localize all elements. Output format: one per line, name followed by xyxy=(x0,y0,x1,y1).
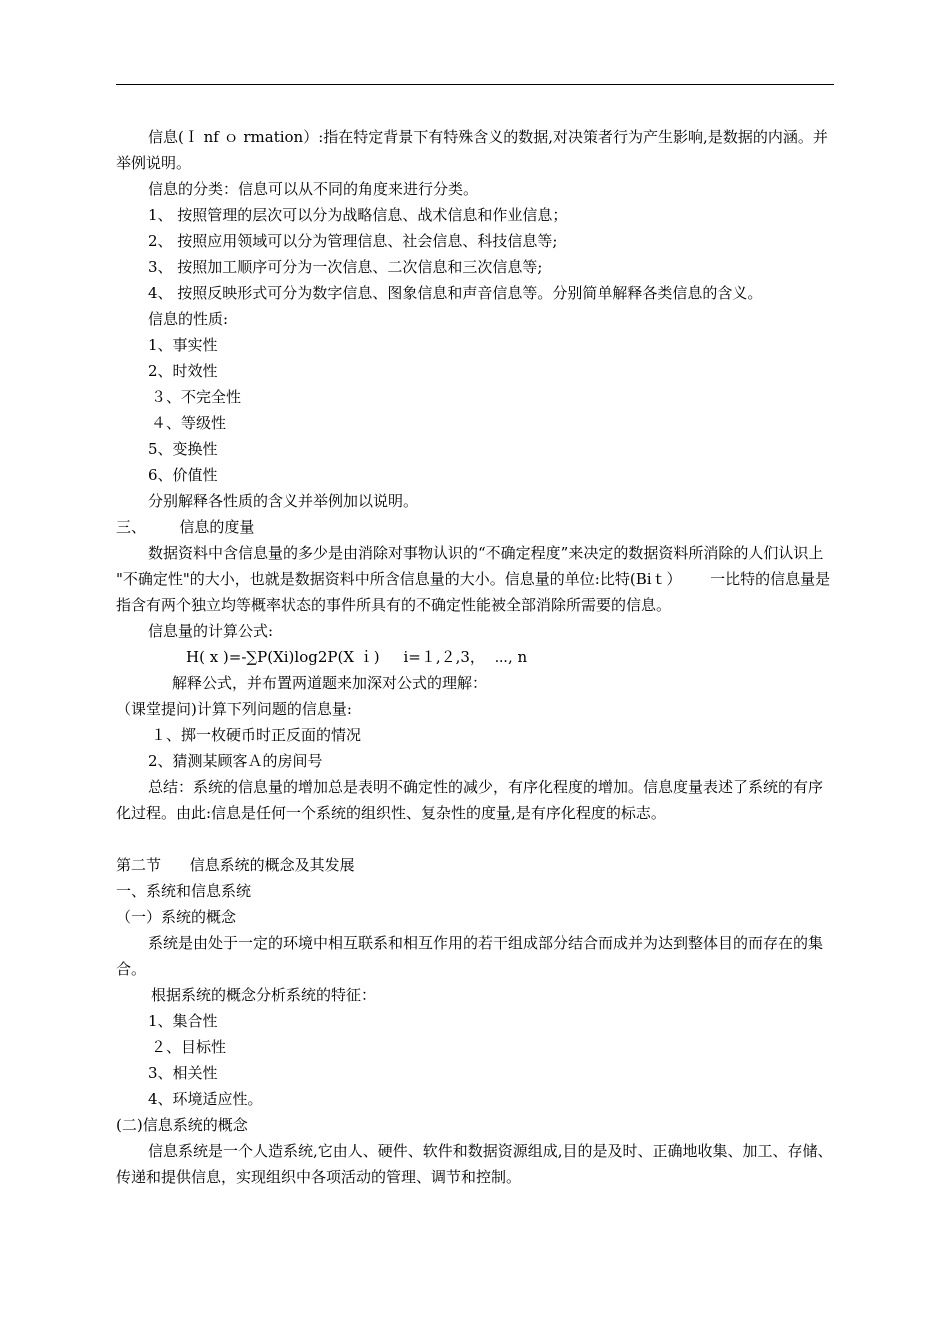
paragraph-line: 数据资料中含信息量的多少是由消除对事物认识的“不确定程度”来决定的数据资料所消除的人们认识上 "不确定性"的大小，也就是数据资料中所含信息量的大小。信息量的单位:比特(Biｔ） 一比特的信息量是指含有两个独立均等概率状态的事件所具有的不确定性能被全部消除所需要的信息。 xyxy=(116,544,831,614)
paragraph-line: 三、 信息的度量 xyxy=(116,518,255,536)
paragraph-line: H( x )=-∑P(Xi)log2P(X ｉ) i=１,２,3， ⋯, n xyxy=(186,648,528,666)
paragraph-line: 2、猜测某顾客Ａ的房间号 xyxy=(148,752,323,770)
paragraph-line: １、掷一枚硬币时正反面的情况 xyxy=(151,726,362,744)
paragraph-line: 4、环境适应性。 xyxy=(148,1090,263,1108)
paragraph-line: 3、 按照加工顺序可分为一次信息、二次信息和三次信息等; xyxy=(148,258,543,276)
paragraph-line: 信息的分类：信息可以从不同的角度来进行分类。 xyxy=(148,180,479,198)
paragraph-line: 第二节 信息系统的概念及其发展 xyxy=(116,856,355,874)
blank-line xyxy=(116,826,834,852)
paragraph-line: 1、 按照管理的层次可以分为战略信息、战术信息和作业信息； xyxy=(148,206,568,224)
paragraph-line: 根据系统的概念分析系统的特征： xyxy=(151,986,377,1004)
paragraph-line: 1、事实性 xyxy=(148,336,218,354)
paragraph-line: 解释公式，并布置两道题来加深对公式的理解： xyxy=(172,674,488,692)
paragraph-line: 总结：系统的信息量的增加总是表明不确定性的减少，有序化程度的增加。信息度量表述了系统的有序化过程。由此:信息是任何一个系统的组织性、复杂性的度量,是有序化程度的标志。 xyxy=(116,778,824,822)
paragraph-line: （课堂提问)计算下列问题的信息量: xyxy=(116,700,352,718)
paragraph-line: 信息(Ｉ nf ｏ rmation）:指在特定背景下有特殊含义的数据,对决策者行为产生影响,是数据的内涵。并举例说明。 xyxy=(116,128,828,172)
paragraph-line: 分别解释各性质的含义并举例加以说明。 xyxy=(148,492,419,510)
paragraph-line: 一、系统和信息系统 xyxy=(116,882,252,900)
paragraph-line: (二)信息系统的概念 xyxy=(116,1116,248,1134)
paragraph-line: 3、相关性 xyxy=(148,1064,218,1082)
paragraph-line: 2、时效性 xyxy=(148,362,218,380)
paragraph-line: 5、变换性 xyxy=(148,440,218,458)
paragraph-line: 信息的性质: xyxy=(148,310,229,328)
paragraph-line: 信息量的计算公式: xyxy=(148,622,274,640)
paragraph-line: 4、 按照反映形式可分为数字信息、图象信息和声音信息等。分别简单解释各类信息的含义。 xyxy=(148,284,763,302)
paragraph-line: 2、 按照应用领域可以分为管理信息、社会信息、科技信息等; xyxy=(148,232,558,250)
paragraph-line: 1、集合性 xyxy=(148,1012,218,1030)
paragraph-line: 信息系统是一个人造系统,它由人、硬件、软件和数据资源组成,目的是及时、正确地收集、加工、存储、传递和提供信息，实现组织中各项活动的管理、调节和控制。 xyxy=(116,1142,833,1186)
paragraph-line: （一）系统的概念 xyxy=(116,908,237,926)
paragraph-line: ４、等级性 xyxy=(151,414,227,432)
paragraph-line: 系统是由处于一定的环境中相互联系和相互作用的若干组成部分结合而成并为达到整体目的而存在的集合。 xyxy=(116,934,824,978)
paragraph-line: 6、价值性 xyxy=(148,466,218,484)
paragraph-line: ３、不完全性 xyxy=(151,388,242,406)
paragraph-line: ２、目标性 xyxy=(151,1038,227,1056)
header-rule xyxy=(116,84,834,85)
document-body xyxy=(116,124,834,1190)
